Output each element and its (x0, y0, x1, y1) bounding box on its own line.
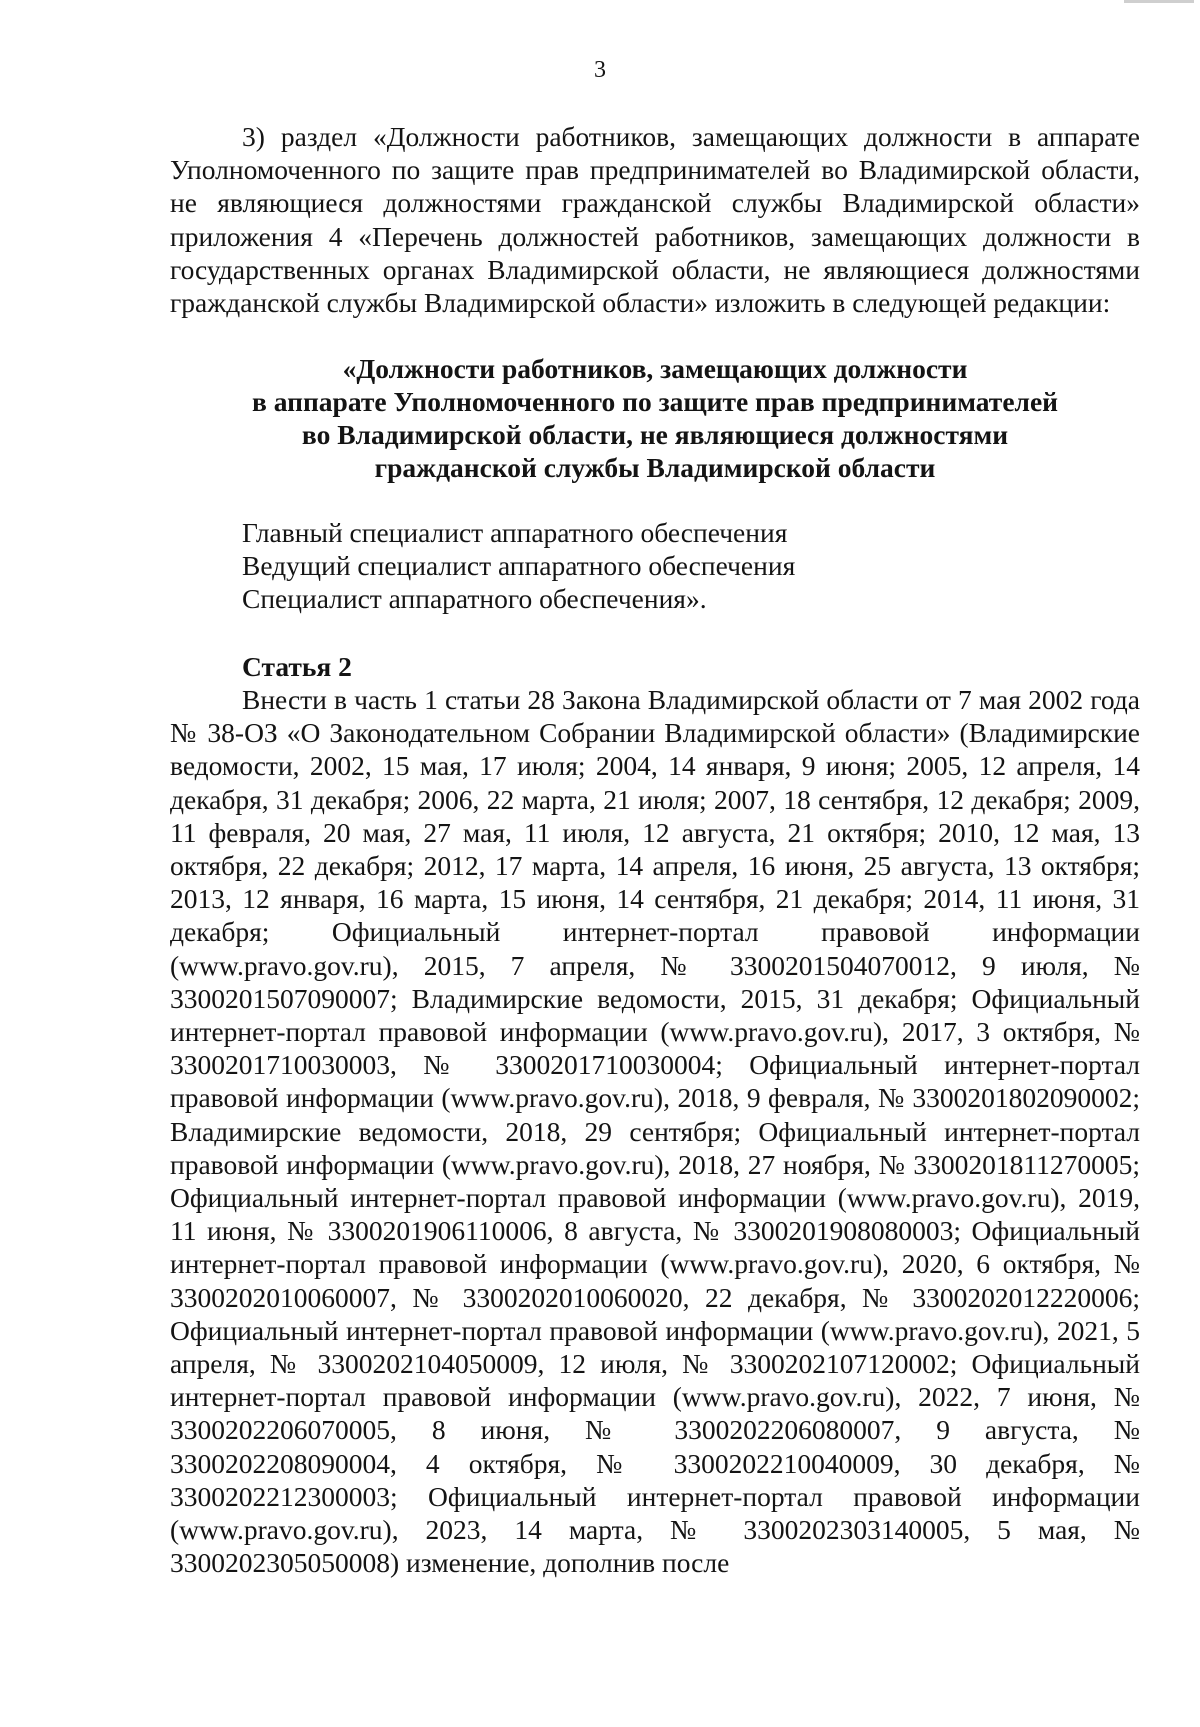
item-3-paragraph: 3) раздел «Должности работников, замещающих должности в аппарате Уполномоченного по защите прав предпринимателей во Владимирской области, не являющиеся должностями гражданской службы Владимирской области» приложения 4 «Перечень должностей работников, замещающих должности в государственных органах Владимирской области, не являющиеся должностями гражданской службы Владимирской области» изложить в следующей редакции: (170, 121, 1140, 319)
positions-list (242, 516, 1122, 616)
article-2-block (170, 683, 1140, 1579)
section-title (170, 352, 1140, 484)
scan-edge-mark (1124, 0, 1194, 3)
section-title-line: «Должности работников, замещающих должности (342, 353, 968, 384)
page-number: 3 (594, 57, 606, 83)
position-item: Главный специалист аппаратного обеспечения (242, 517, 788, 548)
item-3-block (170, 120, 1140, 319)
section-title-line: гражданской службы Владимирской области (374, 452, 936, 483)
article-2-paragraph: Внести в часть 1 статьи 28 Закона Владимирской области от 7 мая 2002 года № 38-ОЗ «О Законодательном Собрании Владимирской области» (Владимирские ведомости, 2002, 15 мая, 17 июля; 2004, 14 января, 9 июня; 2005, 12 апреля, 14 декабря, 31 декабря; 2006, 22 марта, 21 июля; 2007, 18 сентября, 12 декабря; 2009, 11 февраля, 20 мая, 27 мая, 11 июля, 12 августа, 21 октября; 2010, 12 мая, 13 октября, 22 декабря; 2012, 17 марта, 14 апреля, 16 июня, 25 августа, 13 октября; 2013, 12 января, 16 марта, 15 июня, 14 сентября, 21 декабря; 2014, 11 июня, 31 декабря; Официальный интернет-портал правовой информации (www.pravo.gov.ru), 2015, 7 апреля, № 3300201504070012, 9 июля, № 3300201507090007; Владимирские ведомости, 2015, 31 декабря; Официальный интернет-портал правовой информации (www.pravo.gov.ru), 2017, 3 октября, № 3300201710030003, № 3300201710030004; Официальный интернет-портал правовой информации (www.pravo.gov.ru), 2018, 9 февраля, № 3300201802090002; Владимирские ведомости, 2018, 29 сентября; Официальный интернет-портал правовой информации (www.pravo.gov.ru), 2018, 27 ноября, № 3300201811270005; Официальный интернет-портал правовой информации (www.pravo.gov.ru), 2019, 11 июня, № 3300201906110006, 8 августа, № 3300201908080003; Официальный интернет-портал правовой информации (www.pravo.gov.ru), 2020, 6 октября, № 3300202010060007, № 3300202010060020, 22 декабря, № 3300202012220006; Официальный интернет-портал правовой информации (www.pravo.gov.ru), 2021, 5 апреля, № 3300202104050009, 12 июля, № 3300202107120002; Официальный интернет-портал правовой информации (www.pravo.gov.ru), 2022, 7 июня, № 3300202206070005, 8 июня, № 3300202206080007, 9 августа, № 3300202208090004, 4 октября, № 3300202210040009, 30 декабря, № 3300202212300003; Официальный интернет-портал правовой информации (www.pravo.gov.ru), 2023, 14 марта, № 3300202303140005, 5 мая, № 3300202305050008) изменение, дополнив после (170, 684, 1140, 1579)
section-title-line: во Владимирской области, не являющиеся должностями (301, 419, 1009, 450)
section-title-line: в аппарате Уполномоченного по защите прав предпринимателей (252, 386, 1058, 417)
position-item: Ведущий специалист аппаратного обеспечения (242, 550, 796, 582)
position-item: Специалист аппаратного обеспечения». (242, 583, 707, 615)
article-2-heading: Статья 2 (242, 651, 352, 682)
